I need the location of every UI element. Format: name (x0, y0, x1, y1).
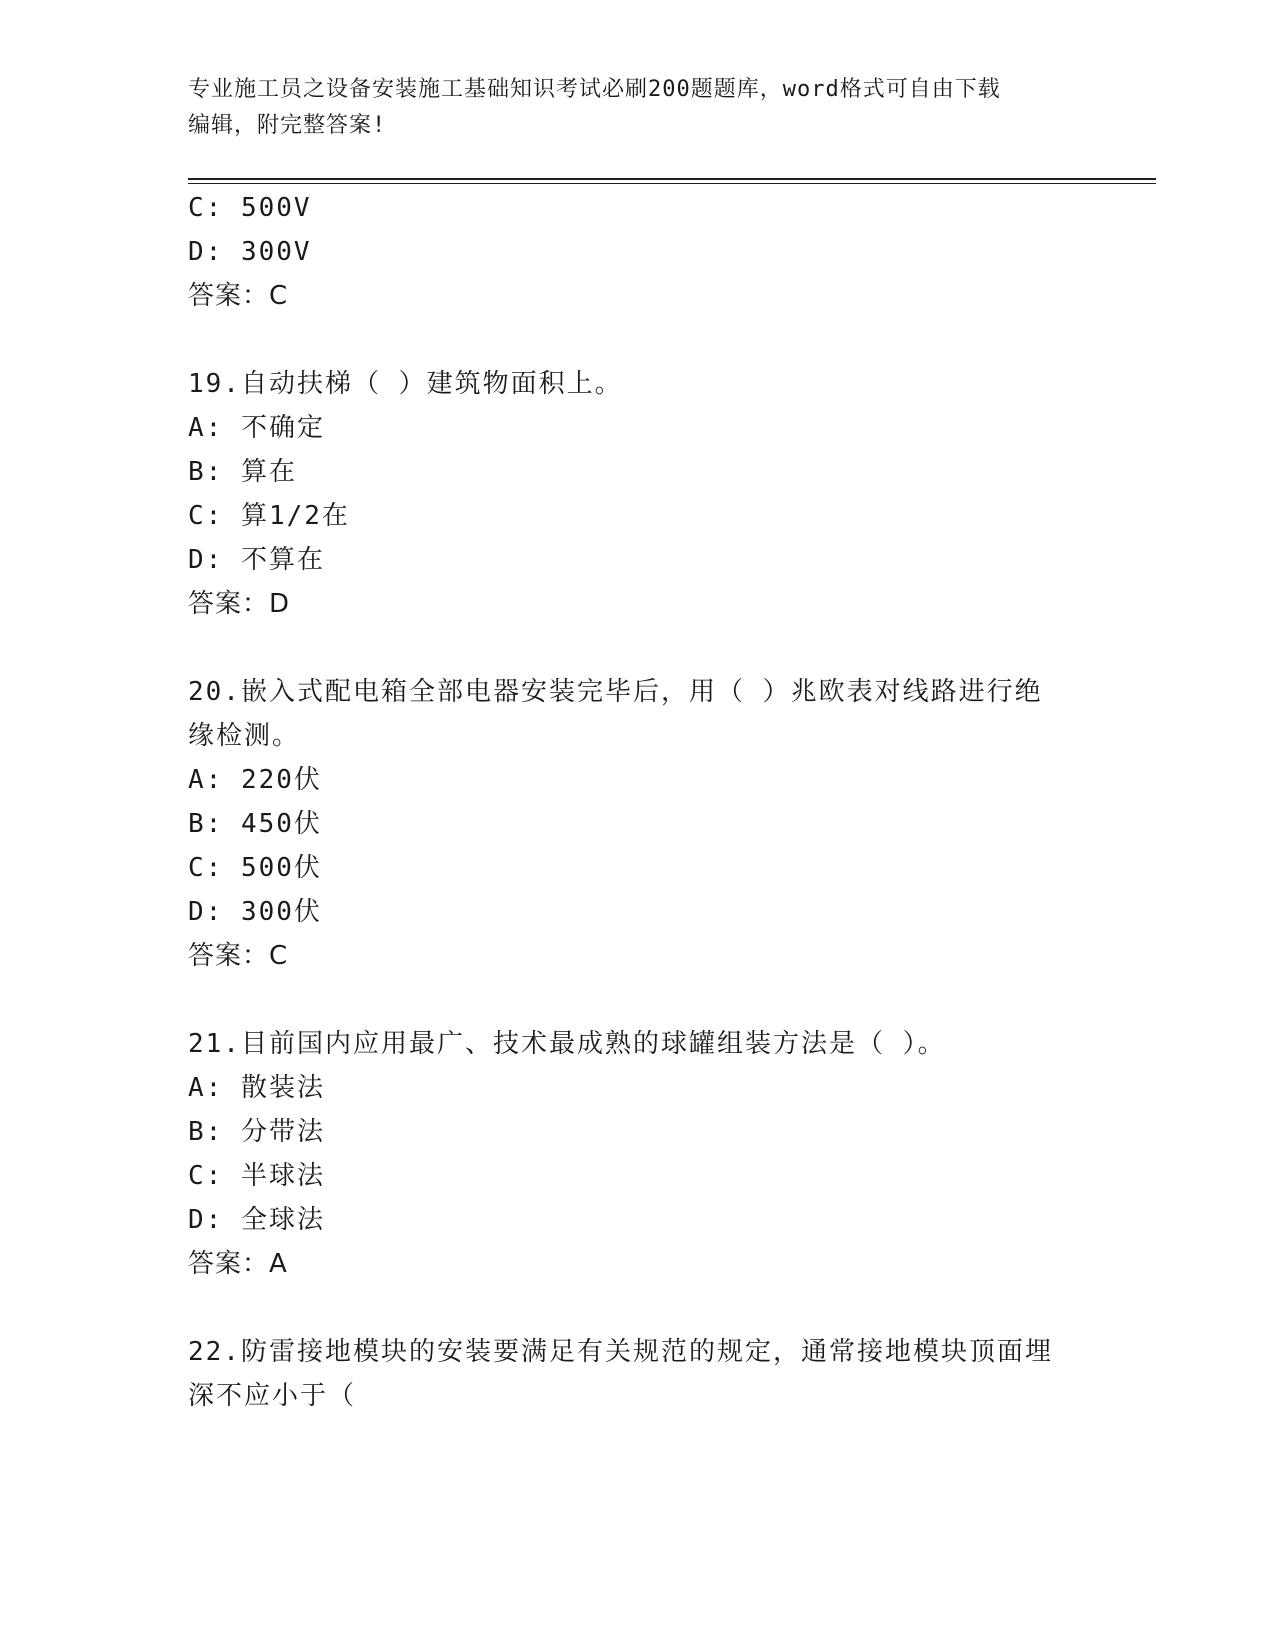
q20-option-c: C: 500伏 (188, 853, 322, 883)
header-divider (188, 178, 1156, 184)
prev-option-d: D: 300V (188, 237, 312, 267)
q20-option-d: D: 300伏 (188, 897, 322, 927)
q20-answer: 答案：C (188, 941, 289, 971)
q21-option-c: C: 半球法 (188, 1161, 325, 1191)
q22-stem-line-1: 22.防雷接地模块的安装要满足有关规范的规定，通常接地模块顶面埋 (188, 1337, 1053, 1367)
q19-stem: 19.自动扶梯（ ）建筑物面积上。 (188, 369, 623, 399)
q20-option-b: B: 450伏 (188, 809, 322, 839)
prev-answer: 答案：C (188, 281, 289, 311)
q19-answer: 答案：D (188, 589, 291, 619)
q19-option-a: A: 不确定 (188, 413, 325, 443)
q21-option-b: B: 分带法 (188, 1117, 325, 1147)
prev-option-c: C: 500V (188, 193, 312, 223)
q20-stem-line-1: 20.嵌入式配电箱全部电器安装完毕后，用（ ）兆欧表对线路进行绝 (188, 677, 1043, 707)
page-header (188, 72, 1088, 144)
q22-stem-line-2: 深不应小于（ (188, 1381, 357, 1411)
q19-option-d: D: 不算在 (188, 545, 325, 575)
q21-option-d: D: 全球法 (188, 1205, 325, 1235)
q20-option-a: A: 220伏 (188, 765, 322, 795)
q19-option-b: B: 算在 (188, 457, 297, 487)
header-title-line-1: 专业施工员之设备安装施工基础知识考试必刷200题题库，word格式可自由下载 (188, 77, 1001, 102)
header-title-line-2: 编辑，附完整答案! (188, 113, 387, 138)
q21-answer: 答案：A (188, 1249, 288, 1279)
q19-option-c: C: 算1/2在 (188, 501, 350, 531)
q21-option-a: A: 散装法 (188, 1073, 325, 1103)
q20-stem-line-2: 缘检测。 (188, 721, 301, 751)
q21-stem: 21.目前国内应用最广、技术最成熟的球罐组装方法是（ ）。 (188, 1029, 946, 1059)
